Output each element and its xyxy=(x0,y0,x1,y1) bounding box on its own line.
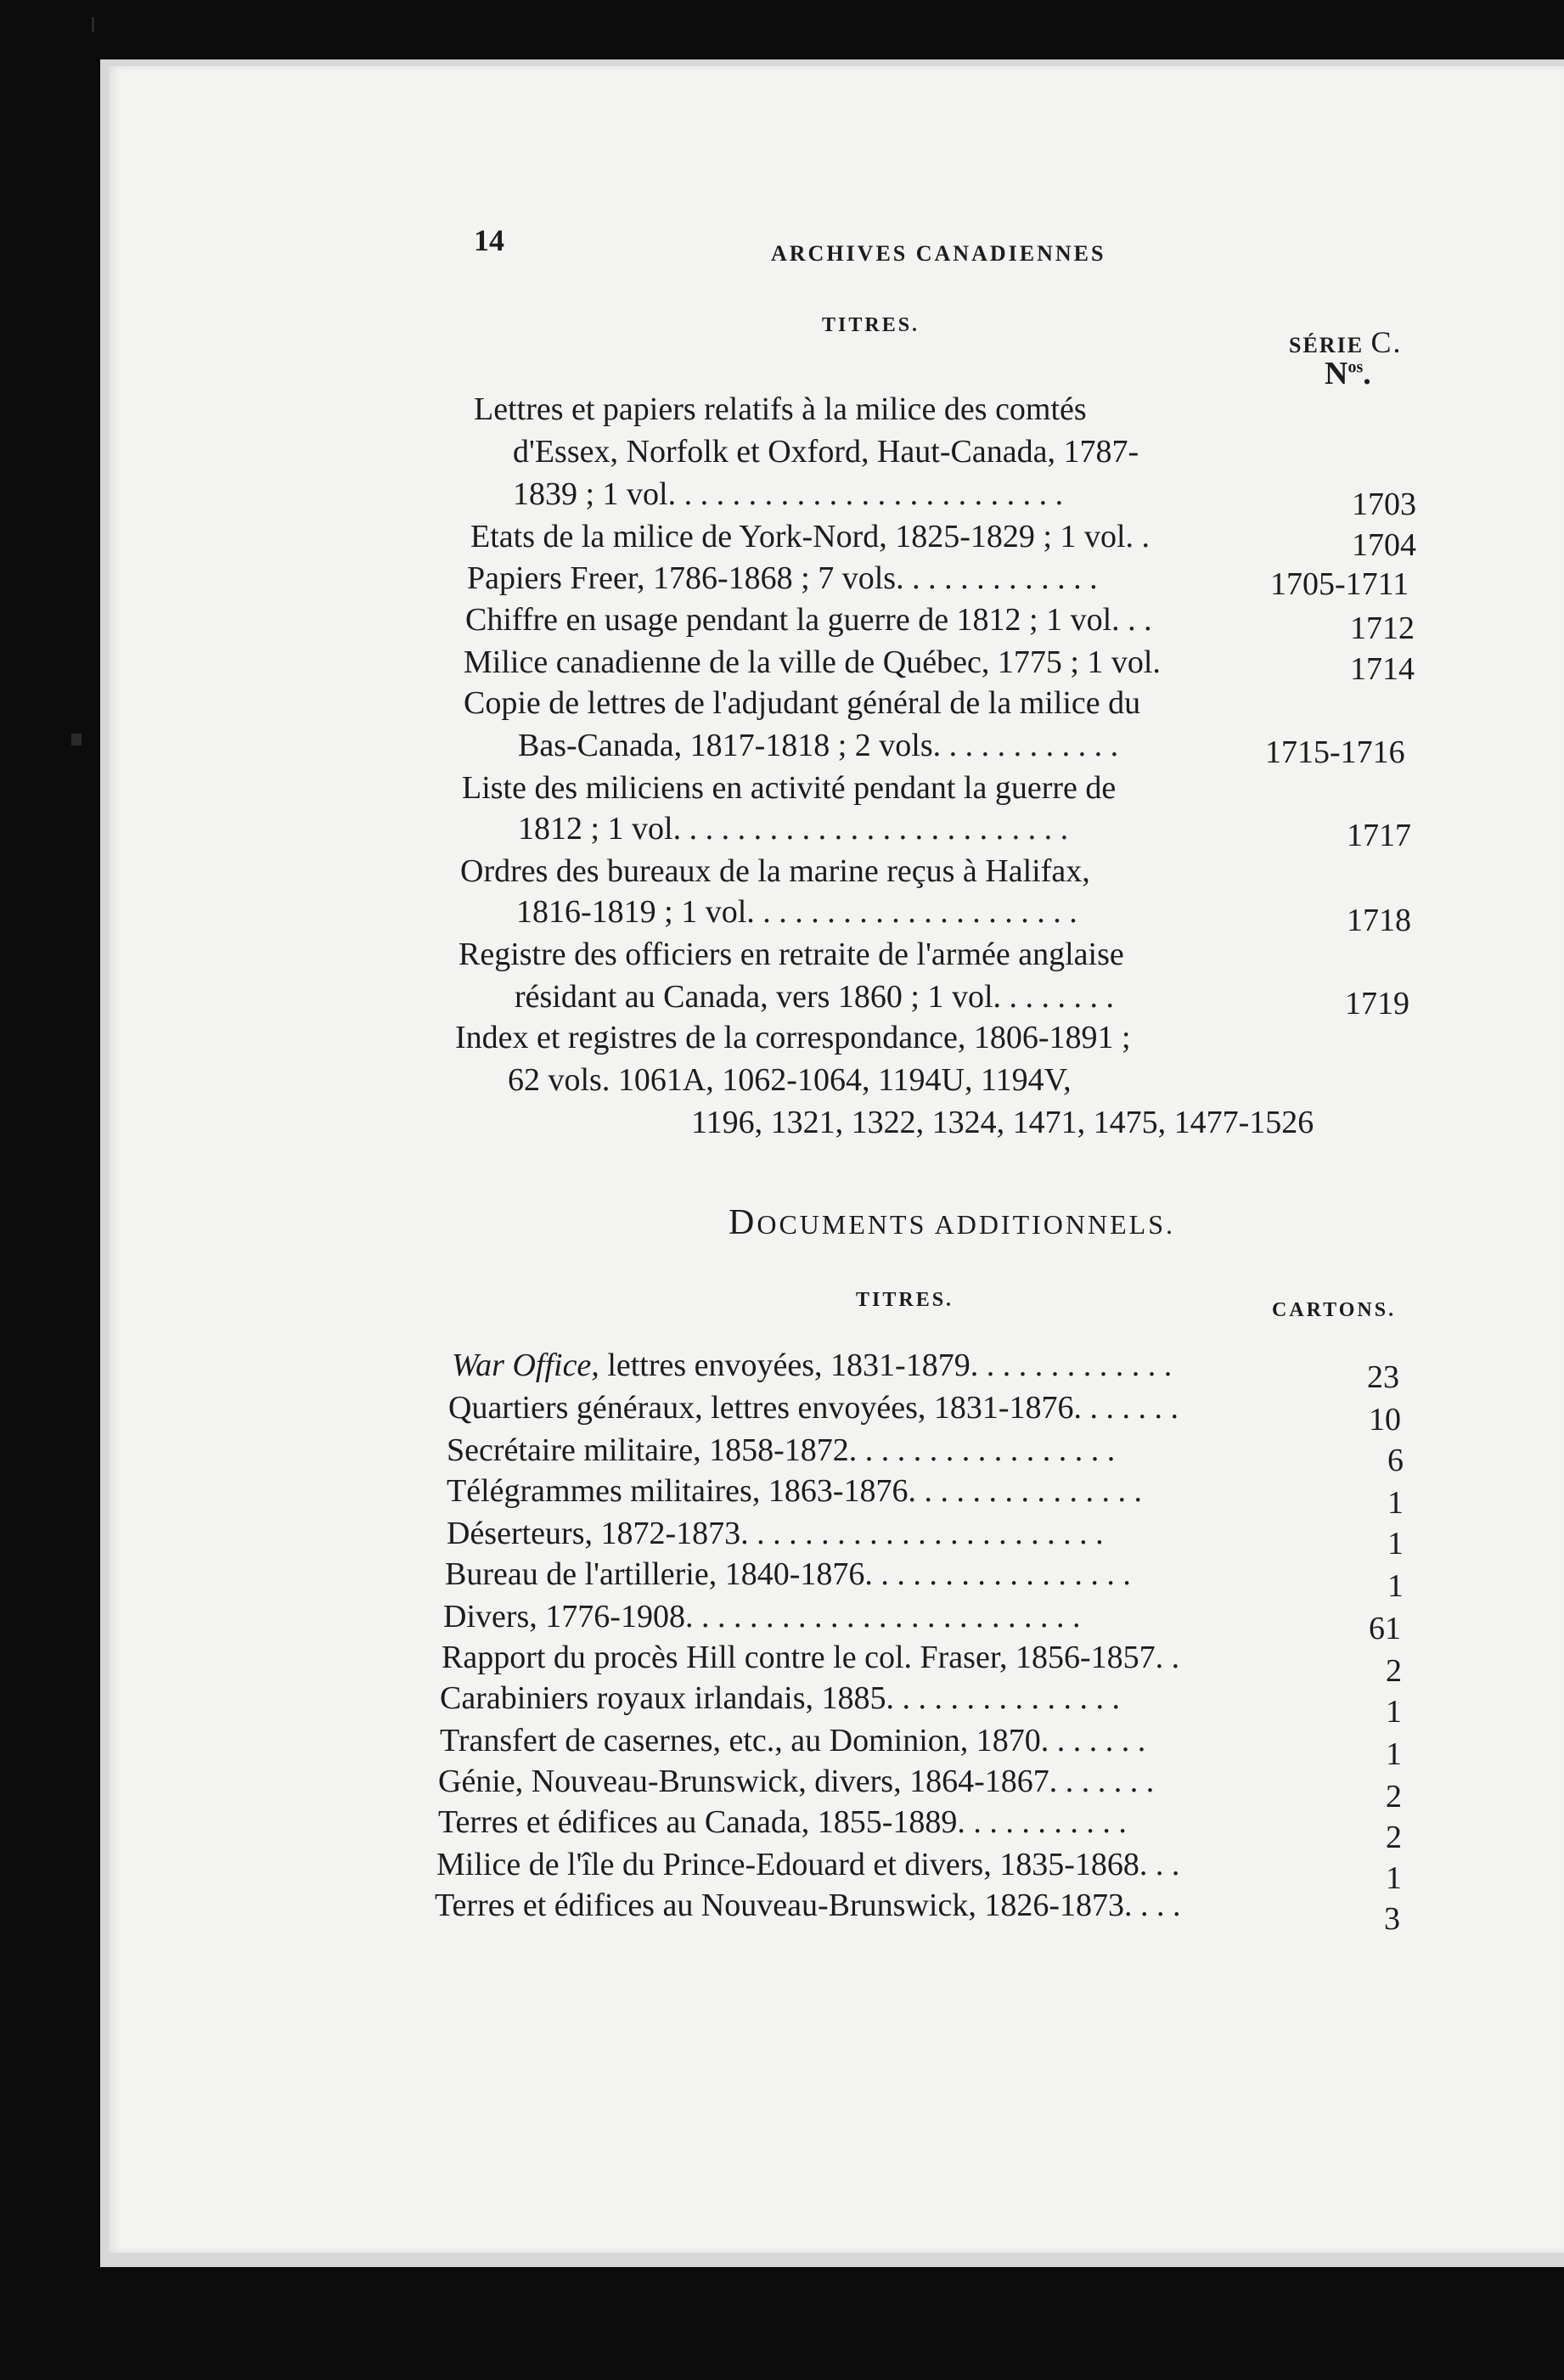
section-title-rest: OCUMENTS ADDITIONNELS. xyxy=(757,1209,1175,1240)
entry-line: Milice canadienne de la ville de Québec, 1775 ; 1 vol. xyxy=(464,644,1161,680)
entry-line: Lettres et papiers relatifs à la milice des comtés xyxy=(474,391,1087,427)
entry-line: Index et registres de la correspondance, 1806-1891 ; xyxy=(455,1020,1131,1055)
scan-mark xyxy=(71,734,82,746)
serie-label-small: SÉRIE xyxy=(1289,333,1364,357)
entry-number: 1715-1716 xyxy=(1265,734,1405,770)
row-cartons: 2 xyxy=(1386,1820,1402,1855)
table-row: Secrétaire militaire, 1858-1872. . . . . . . . . . . . . . . . . xyxy=(447,1432,1116,1468)
entry-number: 1705-1711 xyxy=(1270,566,1409,602)
section-title xyxy=(729,1202,1175,1243)
running-head: ARCHIVES CANADIENNES xyxy=(771,241,1106,266)
page-number: 14 xyxy=(474,223,504,257)
entry-line: Copie de lettres de l'adjudant général de la milice du xyxy=(464,685,1141,721)
row-cartons: 1 xyxy=(1387,1526,1404,1561)
cartons-heading: CARTONS. xyxy=(1272,1299,1397,1321)
entry-line: Bas-Canada, 1817-1818 ; 2 vols. . . . . . . . . . . . xyxy=(518,728,1119,763)
entry-line: résidant au Canada, vers 1860 ; 1 vol. . . . . . . . xyxy=(515,979,1115,1015)
table-row xyxy=(452,1345,1172,1387)
titres-heading: TITRES. xyxy=(856,1289,954,1311)
row-cartons: 2 xyxy=(1386,1779,1402,1815)
table-row: Milice de l'île du Prince-Edouard et divers, 1835-1868. . . xyxy=(436,1847,1180,1882)
entry-number: 1703 xyxy=(1352,487,1416,522)
nos-sup: os xyxy=(1347,357,1364,377)
entry-line: 1812 ; 1 vol. . . . . . . . . . . . . . . . . . . . . . . . . xyxy=(518,811,1069,847)
row-cartons: 2 xyxy=(1386,1653,1402,1689)
scan-mark xyxy=(92,17,94,32)
entry-line: 1839 ; 1 vol. . . . . . . . . . . . . . . . . . . . . . . . . xyxy=(513,476,1064,512)
table-row: Divers, 1776-1908. . . . . . . . . . . . . . . . . . . . . . . . . xyxy=(443,1599,1081,1634)
entry-line: 1196, 1321, 1322, 1324, 1471, 1475, 1477-1526 xyxy=(691,1105,1314,1140)
row-cartons: 1 xyxy=(1386,1736,1402,1772)
entry-number: 1718 xyxy=(1347,903,1411,938)
entry-line: Papiers Freer, 1786-1868 ; 7 vols. . . . . . . . . . . . . xyxy=(467,560,1098,596)
entry-line: d'Essex, Norfolk et Oxford, Haut-Canada, 1787- xyxy=(513,434,1139,470)
row-cartons: 1 xyxy=(1387,1485,1404,1521)
entry-number: 1704 xyxy=(1352,527,1416,563)
table-row: Bureau de l'artillerie, 1840-1876. . . . . . . . . . . . . . . . . xyxy=(445,1556,1131,1592)
table-row: Déserteurs, 1872-1873. . . . . . . . . . . . . . . . . . . . . . . xyxy=(447,1516,1104,1551)
table-row: Terres et édifices au Canada, 1855-1889. . . . . . . . . . . xyxy=(438,1804,1127,1840)
row-cartons: 23 xyxy=(1367,1359,1399,1395)
table-row: Transfert de casernes, etc., au Dominion, 1870. . . . . . . xyxy=(440,1723,1146,1758)
titres-heading: TITRES. xyxy=(822,314,920,336)
entry-number: 1712 xyxy=(1350,610,1415,646)
row-title: lettres envoyées, 1831-1879. . . . . . . . . . . . . xyxy=(599,1348,1173,1383)
entry-number: 1719 xyxy=(1345,986,1409,1021)
row-cartons: 61 xyxy=(1369,1611,1401,1646)
section-title-cap: D xyxy=(729,1203,757,1242)
numbers-heading xyxy=(1325,355,1371,392)
entry-line: Chiffre en usage pendant la guerre de 1812 ; 1 vol. . . xyxy=(465,602,1152,638)
table-row: Génie, Nouveau-Brunswick, divers, 1864-1867. . . . . . . xyxy=(438,1764,1155,1799)
table-row: Rapport du procès Hill contre le col. Fraser, 1856-1857. . xyxy=(442,1640,1180,1675)
table-row: Télégrammes militaires, 1863-1876. . . . . . . . . . . . . . . xyxy=(447,1473,1142,1509)
row-cartons: 3 xyxy=(1384,1901,1400,1937)
row-cartons: 6 xyxy=(1387,1443,1404,1478)
row-title-italic: War Office, xyxy=(452,1348,599,1383)
table-row: Quartiers généraux, lettres envoyées, 1831-1876. . . . . . . xyxy=(448,1390,1179,1426)
entry-line: 1816-1819 ; 1 vol. . . . . . . . . . . . . . . . . . . . . xyxy=(516,894,1077,930)
nos-period: . xyxy=(1363,356,1371,391)
entry-number: 1717 xyxy=(1347,818,1411,853)
serie-label-letter: C. xyxy=(1370,325,1403,359)
entry-number: 1714 xyxy=(1350,651,1415,687)
entry-line: Liste des miliciens en activité pendant la guerre de xyxy=(462,770,1117,806)
table-row: Carabiniers royaux irlandais, 1885. . . . . . . . . . . . . . . xyxy=(440,1680,1121,1716)
row-cartons: 1 xyxy=(1386,1860,1402,1896)
nos-n: N xyxy=(1325,356,1348,391)
table-row: Terres et édifices au Nouveau-Brunswick, 1826-1873. . . . xyxy=(435,1888,1181,1923)
entry-line: Ordres des bureaux de la marine reçus à Halifax, xyxy=(460,853,1090,889)
row-cartons: 10 xyxy=(1369,1402,1401,1438)
row-cartons: 1 xyxy=(1386,1694,1402,1730)
entry-line: 62 vols. 1061A, 1062-1064, 1194U, 1194V, xyxy=(508,1062,1072,1098)
entry-line: Etats de la milice de York-Nord, 1825-1829 ; 1 vol. . xyxy=(470,519,1150,554)
entry-line: Registre des officiers en retraite de l'armée anglaise xyxy=(459,937,1124,972)
row-cartons: 1 xyxy=(1387,1568,1404,1604)
